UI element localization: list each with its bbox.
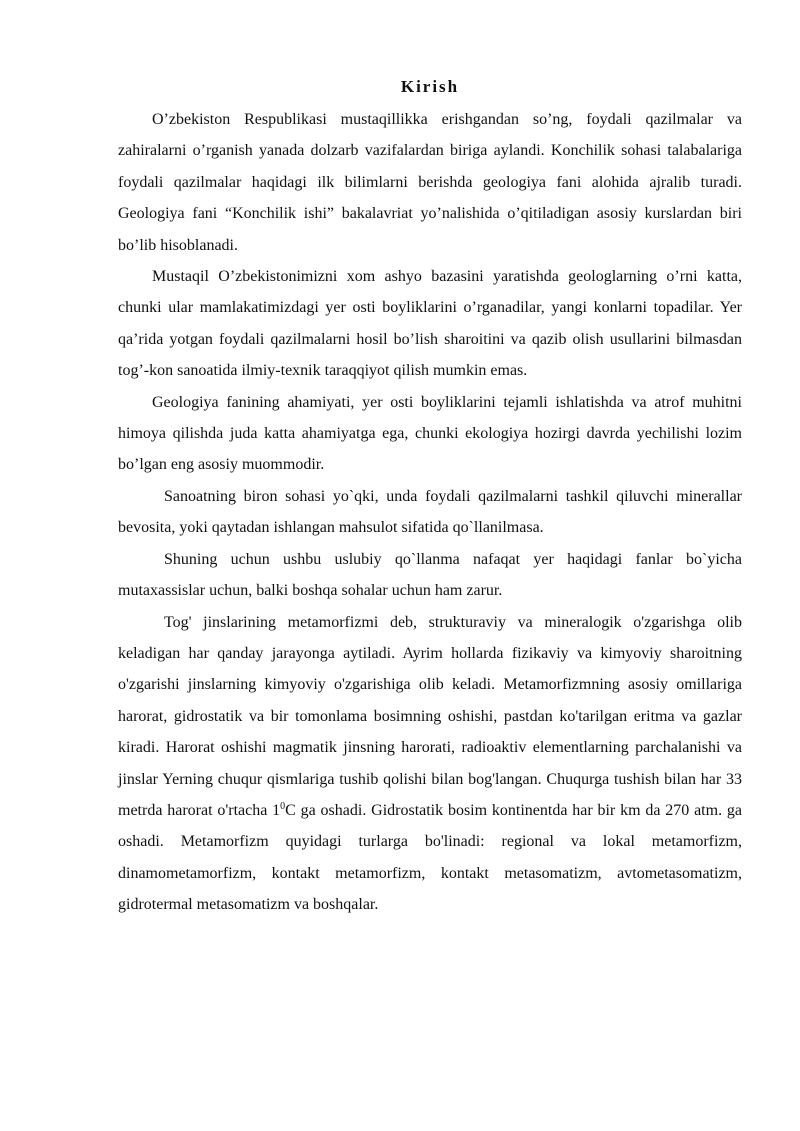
paragraph-geologists-role: Mustaqil O’zbekistonimizni xom ashyo bazasini yaratishda geologlarning o’rni katta, chunki ular mamlakatimizdagi yer osti boyliklarini o’rganadilar, yangi konlarni topadilar. Yer qa’rida yotgan foydali qazilmalarni hosil bo’lish sharoitini va qazib olish usullarini bilmasdan tog’-kon sanoatida ilmiy-texnik taraqqiyot qilish mumkin emas. (118, 268, 742, 380)
metamorphism-text-part2: C ga oshadi. Gidrostatik bosim kontinentda har bir km da 270 atm. ga oshadi. Metamorfizm quyidagi turlarga bo'linadi: regional va lokal metamorfizm, dinamometamorfizm, kontakt metamorfizm, kontakt metasomatizm, avtometasomatizm, gidrotermal metasomatizm va boshqalar. (118, 801, 742, 914)
paragraph-metamorphism (118, 607, 742, 921)
document-title: Kirish (400, 77, 460, 96)
paragraph-manual-purpose: Shuning uchun ushbu uslubiy qo`llanma nafaqat yer haqidagi fanlar bo`yicha mutaxassislar uchun, balki boshqa sohalar uchun ham zarur. (118, 550, 742, 600)
metamorphism-text-part1: Tog' jinslarining metamorfizmi deb, strukturaviy va mineralogik o'zgarishga olib keladigan har qanday jarayonga aytiladi. Ayrim hollarda fizikaviy va kimyoviy sharoitning o'zgarishi jinslarning kimyoviy o'zgarishiga olib keladi. Metamorfizmning asosiy omillariga harorat, gidrostatik va bir tomonlama bosimning oshishi, pastdan ko'tarilgan eritma va gazlar kiradi. Harorat oshishi magmatik jinsning harorati, radioaktiv elementlarning parchalanishi va jinslar Yerning chuqur qismlariga tushib qolishi bilan bog'langan. Chuqurga tushish bilan har 33 metrda harorat o'rtacha 1 (118, 613, 742, 819)
paragraph-intro: O’zbekiston Respublikasi mustaqillikka erishgandan so’ng, foydali qazilmalar va zahiralarni o’rganish yanada dolzarb vazifalardan biriga aylandi. Konchilik sohasi talabalariga foydali qazilmalar haqidagi ilk bilimlarni berishda geologiya fani alohida ajralib turadi. Geologiya fani “Konchilik ishi” bakalavriat yo’nalishida o’qitiladigan asosiy kurslardan biri bo’lib hisoblanadi. (118, 111, 742, 254)
document-page (118, 74, 742, 921)
paragraph-geology-importance: Geologiya fanining ahamiyati, yer osti boyliklarini tejamli ishlatishda va atrof muhitni himoya qilishda juda katta ahamiyatga ega, chunki ekologiya hozirgi davrda yechilishi lozim bo’lgan eng asosiy muommodir. (118, 393, 742, 474)
paragraph-industry-minerals: Sanoatning biron sohasi yo`qki, unda foydali qazilmalarni tashkil qiluvchi minerallar bevosita, yoki qaytadan ishlangan mahsulot sifatida qo`llanilmasa. (118, 487, 742, 537)
degree-superscript: 0 (280, 800, 286, 812)
